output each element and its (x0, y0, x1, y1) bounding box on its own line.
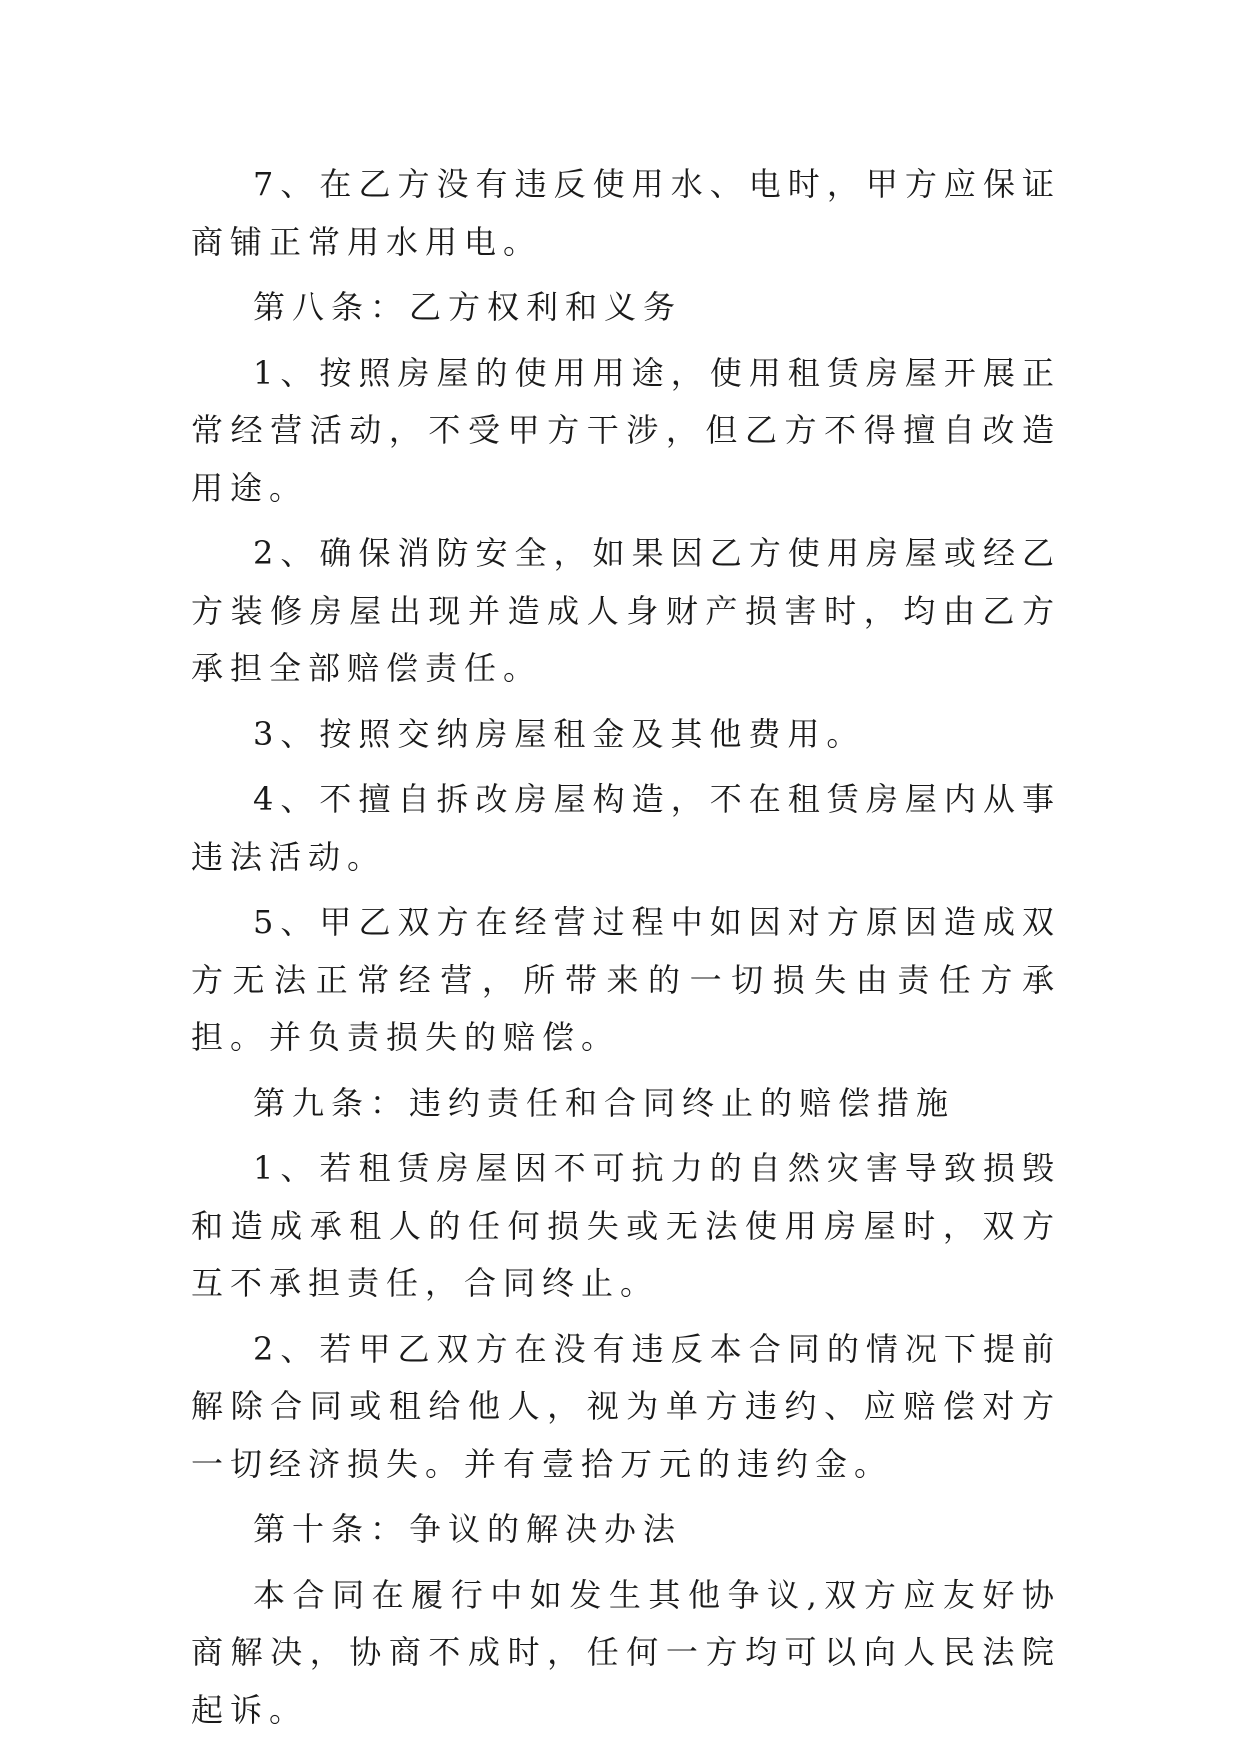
article-8-item-4: 4、不擅自拆改房屋构造，不在租赁房屋内从事违法活动。 (191, 780, 1061, 876)
article-10-heading: 第十条：争议的解决办法 (253, 1510, 683, 1548)
article-8-item-2: 2、确保消防安全，如果因乙方使用房屋或经乙方装修房屋出现并造成人身财产损害时，均由乙方承担全部赔偿责任。 (191, 534, 1061, 687)
article-10-body: 本合同在履行中如发生其他争议,双方应友好协商解决，协商不成时，任何一方均可以向人民法院起诉。 (191, 1575, 1061, 1729)
article-8-item-5: 5、甲乙双方在经营过程中如因对方原因造成双方无法正常经营，所带来的一切损失由责任方承担。并负责损失的赔偿。 (191, 903, 1061, 1056)
article-8-heading: 第八条：乙方权利和义务 (253, 288, 683, 326)
article-9-item-2: 2、若甲乙双方在没有违反本合同的情况下提前解除合同或租给他人，视为单方违约、应赔偿对方一切经济损失。并有壹拾万元的违约金。 (191, 1329, 1061, 1483)
article-9-heading: 第九条：违约责任和合同终止的赔偿措施 (253, 1083, 956, 1122)
paragraph-item-7: 7、在乙方没有违反使用水、电时，甲方应保证商铺正常用水用电。 (191, 165, 1061, 261)
document-body (191, 156, 1061, 1747)
article-9-item-1: 1、若租赁房屋因不可抗力的自然灾害导致损毁和造成承租人的任何损失或无法使用房屋时，双方互不承担责任，合同终止。 (191, 1149, 1061, 1302)
article-8-item-1: 1、按照房屋的使用用途，使用租赁房屋开展正常经营活动，不受甲方干涉，但乙方不得擅自改造用途。 (191, 353, 1061, 507)
article-8-item-3: 3、按照交纳房屋租金及其他费用。 (253, 714, 866, 753)
